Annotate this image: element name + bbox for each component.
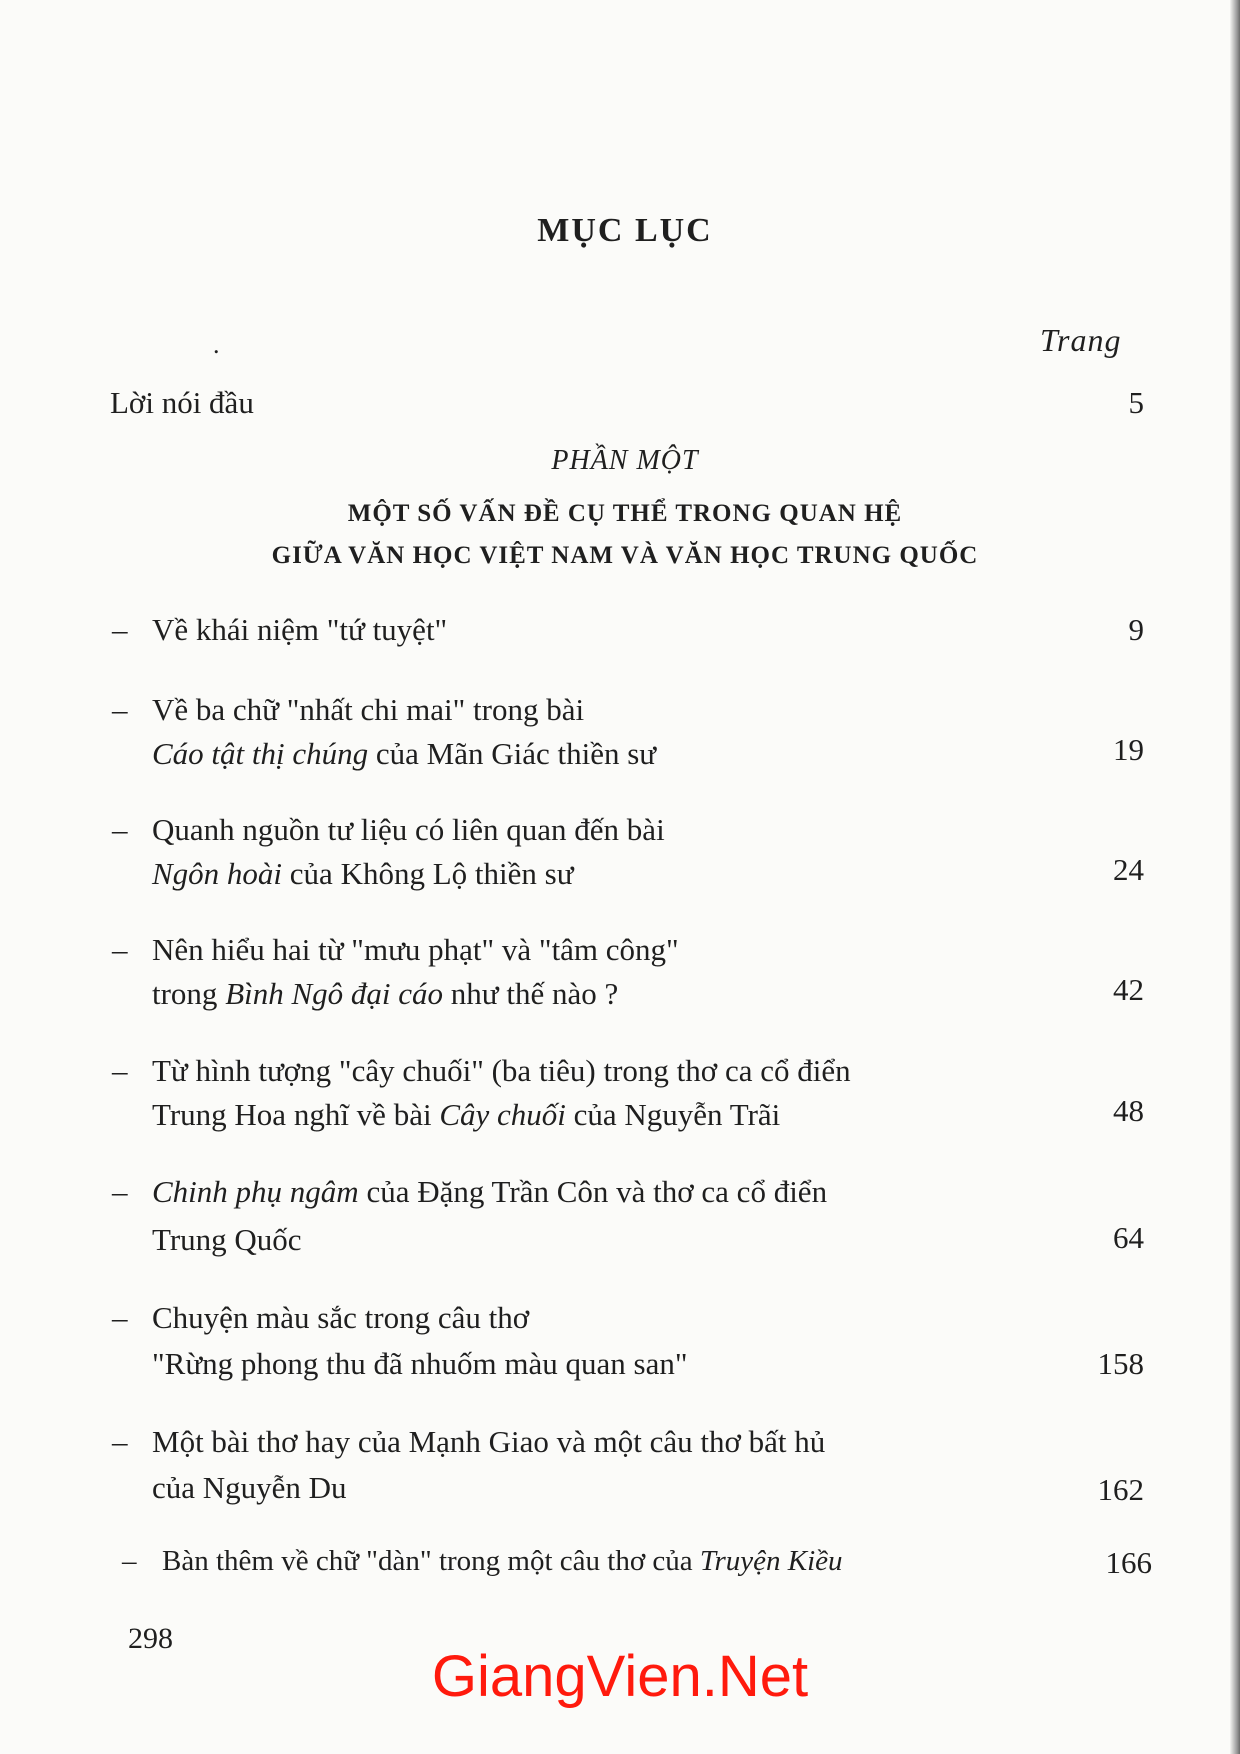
footer-page-number: 298 [128, 1622, 173, 1655]
entry-dash: – [112, 612, 128, 647]
page-column-label: Trang [1040, 322, 1122, 358]
toc-entry-label-line2 [152, 856, 574, 892]
entry-dash: – [122, 1545, 137, 1577]
toc-page-number: 19 [1113, 732, 1144, 767]
label-rest: như thế nào ? [443, 976, 619, 1011]
work-title: Bình Ngô đại cáo [225, 976, 444, 1011]
toc-entry-label [162, 1545, 843, 1578]
toc-entry-label-line2: của Nguyễn Du [152, 1470, 347, 1505]
toc-entry-label [152, 1174, 827, 1210]
work-title: Ngôn hoài [152, 856, 283, 891]
toc-page-number: 48 [1113, 1093, 1144, 1128]
entry-dash: – [112, 1424, 128, 1459]
toc-page-number: 24 [1113, 852, 1144, 887]
toc-entry-label: Từ hình tượng "cây chuối" (ba tiêu) trong thơ ca cổ điển [152, 1053, 851, 1088]
part-title: PHẦN MỘT [551, 445, 699, 476]
toc-entry-label-line2 [152, 976, 618, 1012]
entry-dash: – [112, 932, 128, 967]
toc-page-number: 162 [1097, 1472, 1144, 1507]
work-title: Truyện Kiều [699, 1545, 843, 1577]
entry-dash: – [112, 1053, 128, 1088]
toc-entry-label: Quanh nguồn tư liệu có liên quan đến bài [152, 812, 665, 847]
toc-page-number: 158 [1097, 1346, 1144, 1381]
toc-entry-label: Một bài thơ hay của Mạnh Giao và một câu thơ bất hủ [152, 1424, 826, 1459]
entry-dash: – [112, 1174, 128, 1209]
label-rest: của Mãn Giác thiền sư [368, 736, 657, 771]
toc-entry-label: Chuyện màu sắc trong câu thơ [152, 1300, 530, 1335]
toc-entry-label-line2: "Rừng phong thu đã nhuốm màu quan san" [152, 1346, 688, 1381]
watermark: GiangVien.Net [431, 1644, 809, 1709]
label-pre: Bàn thêm về chữ "dàn" trong một câu thơ của [162, 1545, 700, 1577]
toc-page-number: 64 [1113, 1220, 1144, 1255]
work-title: Chinh phụ ngâm [152, 1174, 359, 1209]
entry-dash: – [112, 1300, 128, 1335]
work-title: Cây chuối [439, 1097, 566, 1132]
toc-page-number: 9 [1128, 612, 1144, 647]
toc-entry-label-line2 [152, 1097, 780, 1133]
label-pre: Trung Hoa nghĩ về bài [152, 1097, 440, 1132]
toc-entry-label: Về khái niệm "tứ tuyệt" [152, 612, 448, 647]
toc-page-number: 42 [1113, 972, 1144, 1007]
entry-dash: – [112, 692, 128, 727]
label-rest: của Không Lộ thiền sư [282, 856, 574, 891]
toc-entry-label: Về ba chữ "nhất chi mai" trong bài [152, 692, 585, 727]
label-pre: trong [152, 976, 226, 1011]
page-edge-shadow [1230, 0, 1240, 1754]
work-title: Cáo tật thị chúng [152, 736, 369, 771]
page-title: MỤC LỤC [537, 212, 713, 249]
stray-dot: . [213, 330, 220, 359]
toc-entry-label: Nên hiểu hai từ "mưu phạt" và "tâm công" [152, 932, 679, 967]
toc-entry-label: Lời nói đầu [110, 385, 254, 420]
part-heading-line2: GIỮA VĂN HỌC VIỆT NAM VÀ VĂN HỌC TRUNG QUỐC [271, 542, 979, 569]
toc-entry-label-line2: Trung Quốc [152, 1222, 302, 1257]
part-heading-line1: MỘT SỐ VẤN ĐỀ CỤ THỂ TRONG QUAN HỆ [347, 500, 903, 527]
toc-page-number: 166 [1105, 1545, 1152, 1580]
entry-dash: – [112, 812, 128, 847]
toc-entry-label-line2 [152, 736, 656, 772]
toc-page-number: 5 [1128, 385, 1144, 420]
label-rest: của Đặng Trần Côn và thơ ca cổ điển [358, 1174, 828, 1209]
label-rest: của Nguyễn Trãi [565, 1097, 781, 1132]
